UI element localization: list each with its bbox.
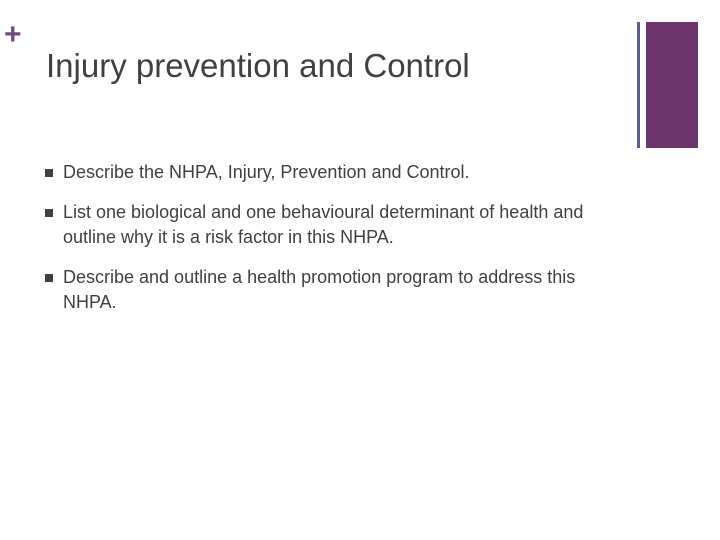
bullet-list bbox=[45, 160, 625, 330]
square-bullet-icon bbox=[45, 169, 53, 177]
bullet-item bbox=[45, 160, 625, 185]
square-bullet-icon bbox=[45, 209, 53, 217]
bullet-text: List one biological and one behavioural determinant of health and outline why it is a risk factor in this NHPA. bbox=[63, 202, 584, 247]
bullet-text: Describe the NHPA, Injury, Prevention and Control. bbox=[63, 162, 470, 182]
bullet-item bbox=[45, 265, 625, 315]
bullet-text: Describe and outline a health promotion program to address this NHPA. bbox=[63, 267, 576, 312]
bullet-item bbox=[45, 200, 625, 250]
slide-title: Injury prevention and Control bbox=[46, 47, 470, 84]
square-bullet-icon bbox=[45, 274, 53, 282]
plus-icon: + bbox=[4, 18, 22, 51]
accent-thin-bar bbox=[637, 22, 640, 148]
accent-thick-bar bbox=[646, 22, 698, 148]
